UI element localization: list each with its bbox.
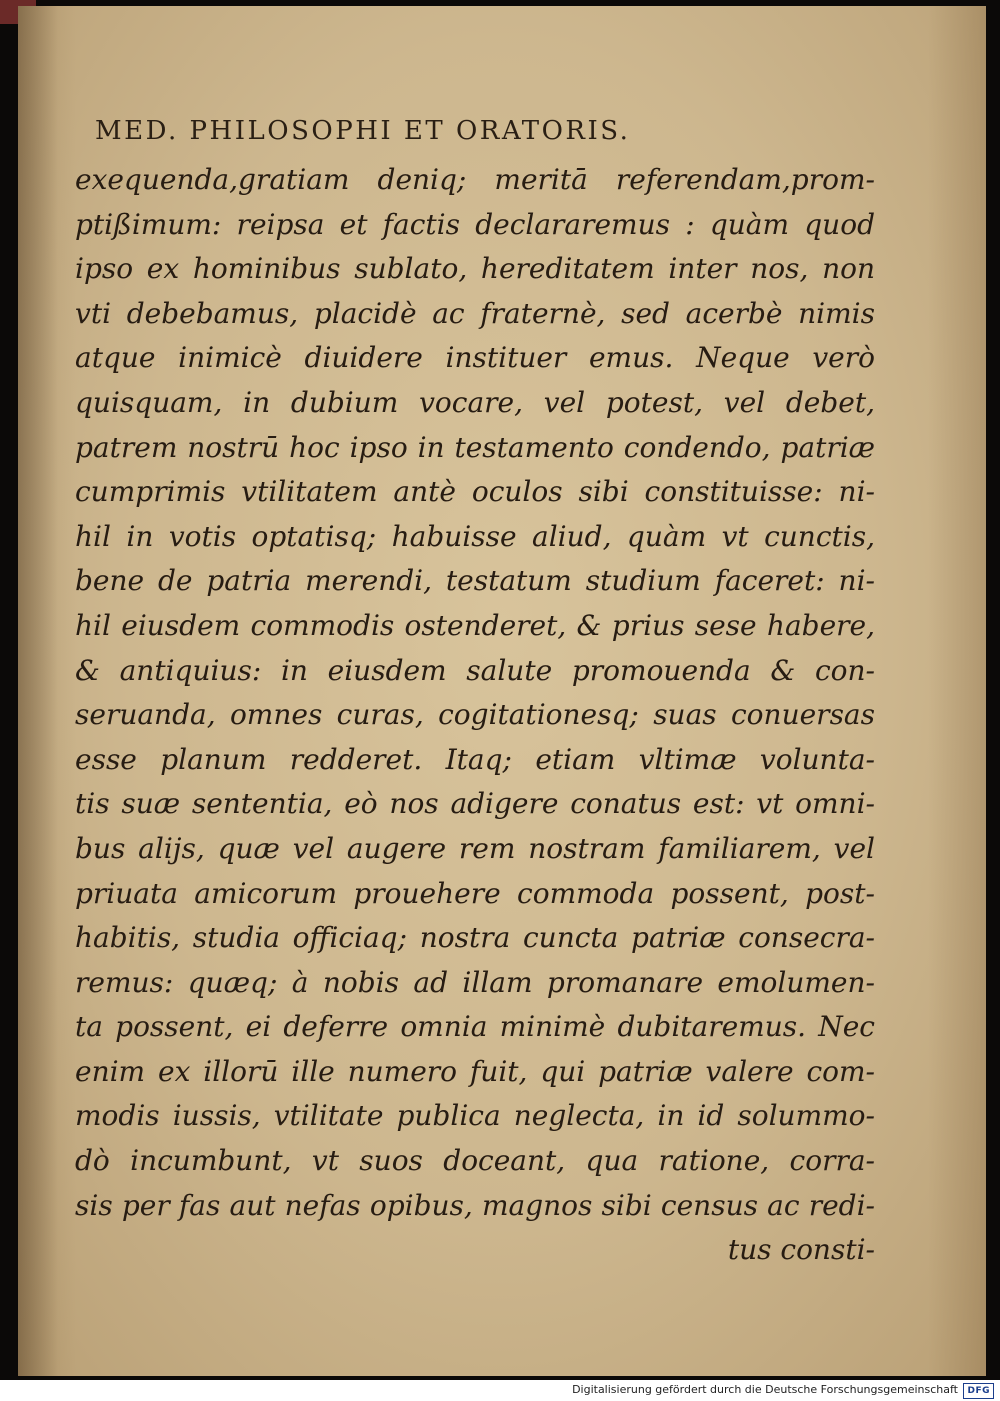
text-line: & antiquius: in eiusdem salute promouenda & con- bbox=[75, 653, 875, 687]
footer-bar bbox=[0, 1380, 1000, 1401]
text-line: modis iussis, vtilitate publica neglecta, in id solummo- bbox=[75, 1099, 875, 1133]
text-line: priuata amicorum prouehere commoda possent, post- bbox=[75, 876, 875, 910]
dfg-logo: DFG bbox=[963, 1383, 994, 1399]
text-line: cumprimis vtilitatem antè oculos sibi constituisse: ni- bbox=[75, 475, 875, 509]
text-line: esse planum redderet. Itaq; etiam vltimæ volunta- bbox=[75, 742, 875, 776]
funding-credit: Digitalisierung gefördert durch die Deutsche Forschungsgemeinschaft bbox=[572, 1383, 958, 1396]
text-line: sis per fas aut nefas opibus, magnos sibi census ac redi- bbox=[75, 1188, 875, 1222]
text-line: enim ex illorū ille numero fuit, qui patriæ valere com- bbox=[75, 1054, 875, 1088]
text-line: remus: quæq; à nobis ad illam promanare emolumen- bbox=[75, 965, 875, 999]
text-line: ta possent, ei deferre omnia minimè dubitaremus. Nec bbox=[75, 1010, 875, 1044]
body-text bbox=[75, 158, 875, 1273]
text-line: vti debebamus, placidè ac fraternè, sed acerbè nimis bbox=[75, 296, 875, 330]
gutter-shadow bbox=[18, 6, 58, 1376]
text-line: habitis, studia officiaq; nostra cuncta patriæ consecra- bbox=[75, 921, 875, 955]
text-line: bus alijs, quæ vel augere rem nostram familiarem, vel bbox=[75, 831, 875, 865]
text-line: ipso ex hominibus sublato, hereditatem inter nos, non bbox=[75, 252, 875, 286]
text-line: dò incumbunt, vt suos doceant, qua ratione, corra- bbox=[75, 1144, 875, 1178]
text-line: patrem nostrū hoc ipso in testamento condendo, patriæ bbox=[75, 430, 875, 464]
text-line: tus consti- bbox=[727, 1233, 875, 1267]
text-line: exequenda,gratiam deniq; meritā referendam,prom- bbox=[75, 163, 875, 196]
text-line: hil in votis optatisq; habuisse aliud, quàm vt cunctis, bbox=[75, 519, 875, 553]
text-line: bene de patria merendi, testatum studium faceret: ni- bbox=[75, 564, 875, 598]
running-header: MED. PHILOSOPHI ET ORATORIS. bbox=[95, 116, 631, 146]
text-line: tis suæ sententia, eò nos adigere conatus est: vt omni- bbox=[75, 787, 875, 821]
text-line: atque inimicè diuidere instituer emus. Neque verò bbox=[75, 341, 875, 375]
text-line: quisquam, in dubium vocare, vel potest, vel debet, bbox=[75, 385, 875, 419]
text-line: ptißimum: reipsa et factis declararemus : quàm quod bbox=[75, 207, 875, 241]
text-line: hil eiusdem commodis ostenderet, & prius sese habere, bbox=[75, 608, 875, 642]
text-line: seruanda, omnes curas, cogitationesq; suas conuersas bbox=[75, 698, 875, 732]
